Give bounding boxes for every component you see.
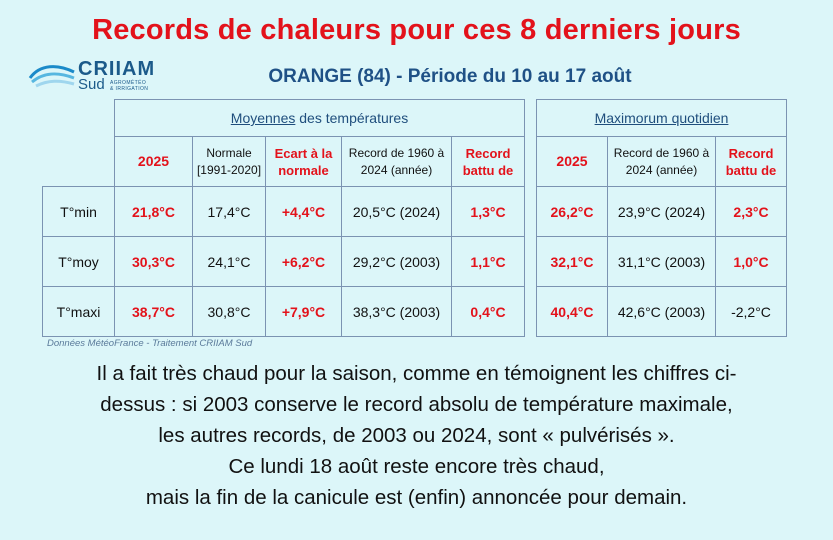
cell-battu: 1,3°C — [452, 187, 525, 237]
cell-ecart: +6,2°C — [266, 237, 342, 287]
logo-tagline: AGROMÉTÉO & IRRIGATION — [110, 80, 149, 92]
cell-2025: 32,1°C — [537, 237, 608, 287]
col-2025: 2025 — [115, 137, 193, 187]
moyennes-table — [42, 99, 525, 337]
paragraph-line: Il a fait très chaud pour la saison, comme en témoignent les chiffres ci- — [96, 362, 737, 385]
commentary-paragraph — [20, 358, 813, 513]
table-row — [43, 237, 525, 287]
col-ecart: Ecart à la normale — [266, 137, 342, 187]
maximorum-header: Maximorum quotidien — [537, 100, 787, 137]
cell-2025: 30,3°C — [115, 237, 193, 287]
cell-battu: -2,2°C — [716, 287, 787, 337]
cell-record: 20,5°C (2024) — [342, 187, 452, 237]
cell-ecart: +4,4°C — [266, 187, 342, 237]
cell-normale: 30,8°C — [193, 287, 266, 337]
cell-2025: 38,7°C — [115, 287, 193, 337]
logo-sud: Sud — [78, 76, 105, 93]
cell-2025: 26,2°C — [537, 187, 608, 237]
table-row — [537, 237, 787, 287]
paragraph-line: Ce lundi 18 août reste encore très chaud, — [228, 455, 605, 478]
col-2025: 2025 — [537, 137, 608, 187]
table-row — [537, 187, 787, 237]
cell-record: 31,1°C (2003) — [608, 237, 716, 287]
col-record: Record de 1960 à 2024 (année) — [342, 137, 452, 187]
table-row — [537, 287, 787, 337]
paragraph-line: mais la fin de la canicule est (enfin) annoncée pour demain. — [145, 486, 688, 509]
logo-name: CRIIAM — [78, 58, 156, 80]
col-battu: Record battu de — [716, 137, 787, 187]
cell-record: 42,6°C (2003) — [608, 287, 716, 337]
cell-battu: 0,4°C — [452, 287, 525, 337]
row-label: T°maxi — [43, 287, 115, 337]
moyennes-header: Moyennes des températures — [115, 100, 525, 137]
criiam-logo — [28, 56, 168, 96]
cell-2025: 40,4°C — [537, 287, 608, 337]
col-record: Record de 1960 à 2024 (année) — [608, 137, 716, 187]
cell-record: 29,2°C (2003) — [342, 237, 452, 287]
cell-ecart: +7,9°C — [266, 287, 342, 337]
cell-battu: 2,3°C — [716, 187, 787, 237]
row-label: T°min — [43, 187, 115, 237]
cell-record: 38,3°C (2003) — [342, 287, 452, 337]
source-note: Données MétéoFrance - Traitement CRIIAM Sud — [47, 338, 253, 349]
col-normale: Normale [1991-2020] — [193, 137, 266, 187]
col-battu: Record battu de — [452, 137, 525, 187]
maximorum-table — [536, 99, 787, 337]
row-label: T°moy — [43, 237, 115, 287]
cell-record: 23,9°C (2024) — [608, 187, 716, 237]
cell-2025: 21,8°C — [115, 187, 193, 237]
table-row — [43, 187, 525, 237]
cell-battu: 1,1°C — [452, 237, 525, 287]
cell-battu: 1,0°C — [716, 237, 787, 287]
paragraph-line: dessus : si 2003 conserve le record absolu de température maximale, — [100, 393, 733, 416]
cell-normale: 17,4°C — [193, 187, 266, 237]
logo-waves-icon — [28, 60, 76, 92]
page-title: Records de chaleurs pour ces 8 derniers jours — [92, 14, 741, 46]
paragraph-line: les autres records, de 2003 ou 2024, sont « pulvérisés ». — [158, 424, 675, 447]
cell-normale: 24,1°C — [193, 237, 266, 287]
page-subtitle: ORANGE (84) - Période du 10 au 17 août — [268, 66, 632, 87]
table-row — [43, 287, 525, 337]
